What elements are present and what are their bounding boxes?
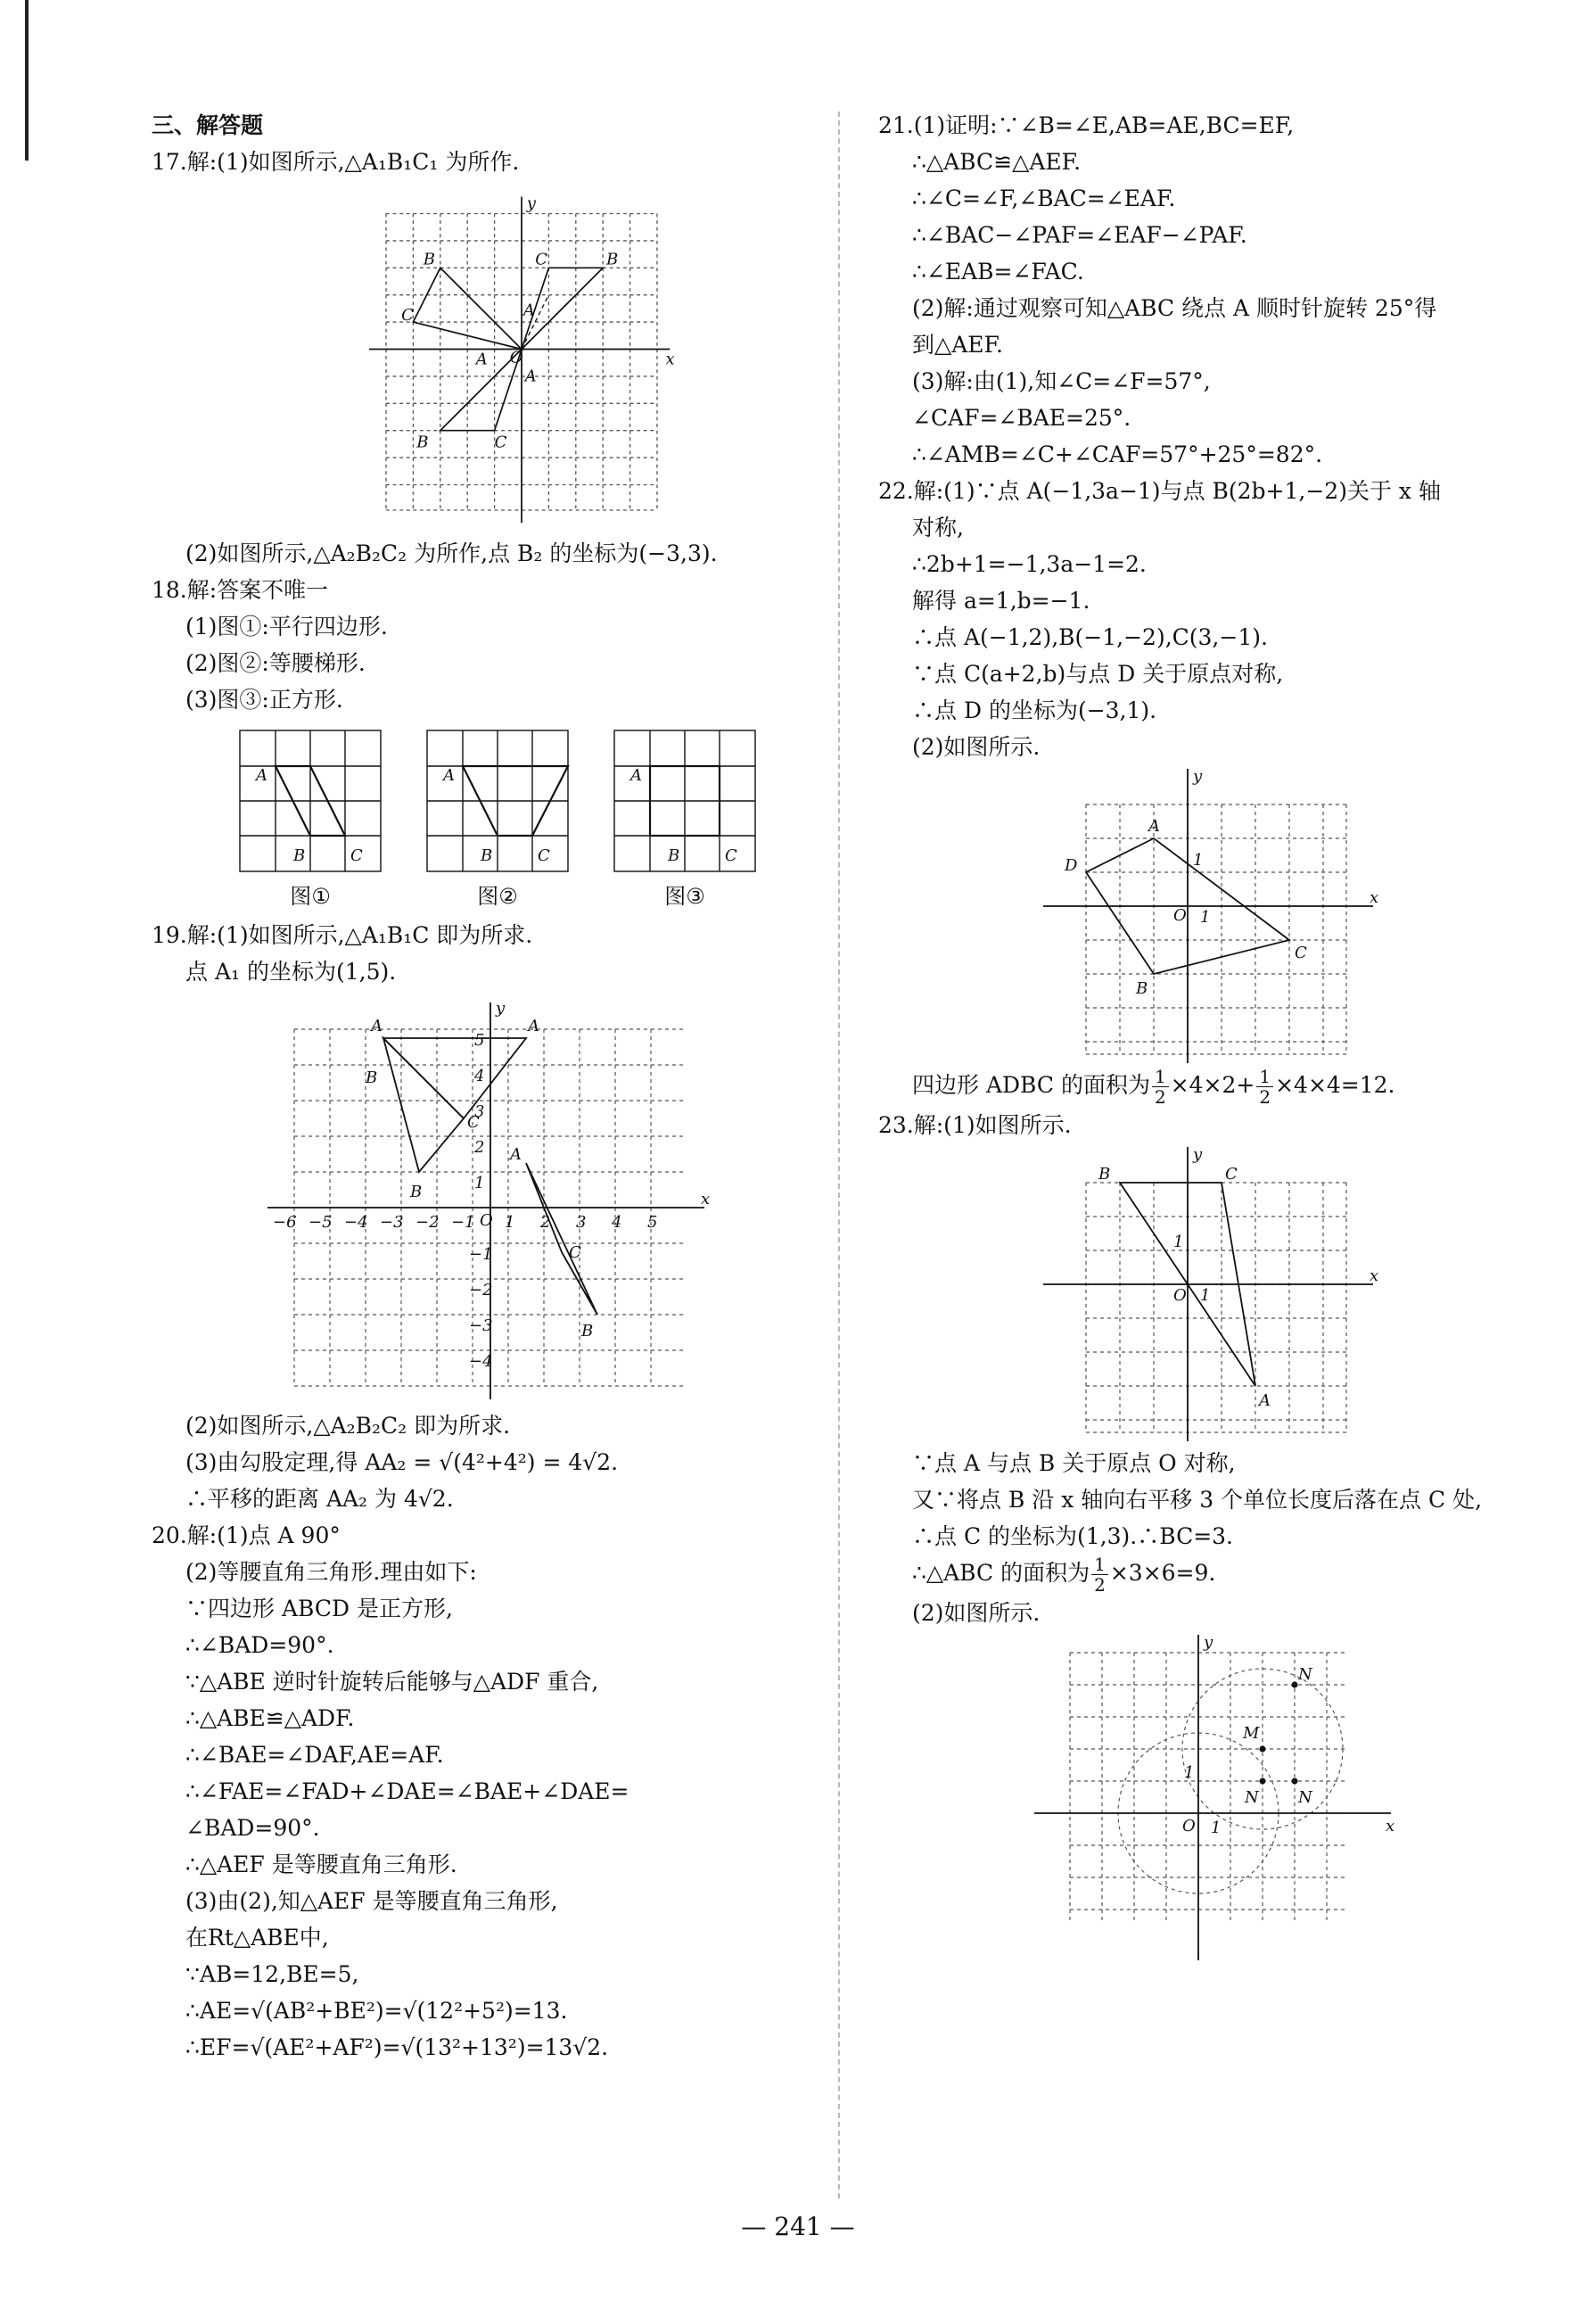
- svg-text:B: B: [606, 250, 619, 269]
- q18-fig2: [424, 727, 572, 910]
- svg-text:−3: −3: [380, 1213, 404, 1232]
- q20-line15: ∴EF=√(AE²+AF²)=√(13²+13²)=13√2.: [185, 2034, 609, 2060]
- svg-text:x: x: [1370, 1266, 1379, 1285]
- column-divider: [838, 111, 840, 2198]
- right-column: [878, 107, 1538, 1968]
- svg-text:C: C: [535, 250, 547, 269]
- svg-text:M: M: [1243, 1724, 1260, 1743]
- q23-line2: ∵点 A 与点 B 关于原点 O 对称,: [912, 1450, 1236, 1476]
- svg-text:2: 2: [474, 1138, 485, 1157]
- svg-text:B: B: [1136, 979, 1148, 998]
- q17-figure: [152, 184, 811, 532]
- q17-line1: 17.解:(1)如图所示,△A₁B₁C₁ 为所作.: [152, 149, 520, 175]
- q20-line14: ∴AE=√(AB²+BE²)=√(12²+5²)=13.: [185, 1998, 568, 2024]
- q23-circle-svg: [1034, 1635, 1409, 1965]
- q23-area-line: [878, 1555, 1538, 1595]
- q23-figure2: [878, 1635, 1538, 1965]
- svg-text:O: O: [480, 1211, 493, 1230]
- svg-text:−2: −2: [469, 1281, 493, 1299]
- svg-text:1: 1: [1200, 908, 1211, 927]
- svg-text:−6: −6: [273, 1213, 297, 1232]
- svg-text:B: B: [293, 846, 306, 865]
- q17-line2: (2)如图所示,△A₂B₂C₂ 为所作,点 B₂ 的坐标为(−3,3).: [185, 540, 718, 566]
- q22-grid-svg: [1043, 769, 1400, 1063]
- svg-text:B: B: [410, 1183, 423, 1201]
- q23-area-b: ×3×6=9.: [1109, 1560, 1216, 1586]
- q22-area-b: ×4×2+: [1170, 1072, 1255, 1098]
- svg-text:1: 1: [1173, 1233, 1184, 1251]
- svg-text:B: B: [423, 250, 436, 269]
- q21-line2: ∴△ABC≌△AEF.: [912, 149, 1082, 175]
- q23-half-den: 2: [1094, 1574, 1106, 1596]
- left-column: [152, 107, 811, 2066]
- svg-text:B: B: [481, 846, 493, 865]
- q21-line9: ∠CAF=∠BAE=25°.: [912, 405, 1131, 431]
- svg-text:3: 3: [474, 1102, 485, 1121]
- svg-text:−3: −3: [469, 1316, 493, 1335]
- svg-text:B: B: [668, 846, 680, 865]
- svg-text:A: A: [1148, 817, 1160, 836]
- svg-text:−1: −1: [469, 1245, 493, 1264]
- svg-text:x: x: [1386, 1817, 1395, 1835]
- svg-text:1: 1: [505, 1213, 515, 1232]
- section-title: 三、解答题: [152, 112, 264, 138]
- svg-text:C: C: [1295, 944, 1307, 962]
- q20-line11: (3)由(2),知△AEF 是等腰直角三角形,: [185, 1888, 558, 1914]
- q22-line8: (2)如图所示.: [912, 734, 1041, 760]
- q23-line1: 23.解:(1)如图所示.: [878, 1112, 1072, 1138]
- svg-text:N: N: [1298, 1788, 1312, 1807]
- svg-text:y: y: [526, 194, 536, 213]
- q22-line5: ∴点 A(−1,2),B(−1,−2),C(3,−1).: [912, 624, 1268, 650]
- q20-line1: 20.解:(1)点 A 90°: [152, 1522, 341, 1548]
- svg-text:C: C: [401, 306, 414, 326]
- q20-line6: ∴△ABE≌△ADF.: [185, 1705, 355, 1731]
- q22-half-fraction-1: [1152, 1067, 1169, 1107]
- q22-half-num-1: 1: [1152, 1067, 1169, 1087]
- svg-text:A: A: [522, 301, 535, 320]
- q18-line3: (2)图②:等腰梯形.: [185, 650, 366, 676]
- svg-text:C: C: [538, 846, 550, 865]
- svg-text:3: 3: [576, 1213, 587, 1232]
- svg-text:N: N: [1245, 1788, 1259, 1807]
- svg-text:A: A: [256, 766, 267, 785]
- q17-grid-svg: [352, 184, 691, 532]
- svg-text:−4: −4: [469, 1352, 493, 1371]
- q22-area-line: [878, 1067, 1538, 1107]
- svg-text:y: y: [1193, 769, 1203, 786]
- q19-grid-svg: [267, 994, 713, 1404]
- svg-text:A: A: [528, 1017, 539, 1035]
- q22-area-c: ×4×4=12.: [1275, 1072, 1395, 1098]
- q20-line10: ∴△AEF 是等腰直角三角形.: [185, 1852, 457, 1877]
- svg-text:C: C: [725, 846, 737, 865]
- svg-text:A: A: [371, 1017, 383, 1035]
- q22-line1: 22.解:(1)∵点 A(−1,3a−1)与点 B(2b+1,−2)关于 x 轴: [878, 478, 1441, 504]
- svg-text:y: y: [496, 999, 506, 1018]
- svg-text:1: 1: [1200, 1286, 1211, 1305]
- svg-text:4: 4: [612, 1213, 622, 1232]
- svg-text:A: A: [510, 1145, 522, 1164]
- svg-text:x: x: [1370, 888, 1379, 907]
- svg-text:A: A: [475, 350, 488, 369]
- q23-half-fraction: [1091, 1555, 1108, 1595]
- svg-text:B: B: [581, 1322, 594, 1340]
- svg-text:A: A: [630, 766, 642, 785]
- svg-text:5: 5: [647, 1213, 658, 1232]
- svg-text:A: A: [524, 367, 537, 386]
- q18-line1: 18.解:答案不唯一: [152, 577, 329, 603]
- q21-line5: ∴∠EAB=∠FAC.: [912, 259, 1084, 285]
- q21-line10: ∴∠AMB=∠C+∠CAF=57°+25°=82°.: [912, 441, 1323, 467]
- q19-figure: [152, 994, 811, 1404]
- svg-text:N: N: [1298, 1665, 1312, 1684]
- svg-text:D: D: [1065, 856, 1078, 875]
- svg-text:C: C: [467, 1113, 480, 1132]
- q19-line4: (3)由勾股定理,得 AA₂ = √(4²+4²) = 4√2.: [185, 1449, 619, 1475]
- q23-figure: [878, 1147, 1538, 1441]
- svg-text:B: B: [366, 1068, 378, 1087]
- svg-text:C: C: [494, 433, 507, 452]
- q21-line4: ∴∠BAC−∠PAF=∠EAF−∠PAF.: [912, 222, 1247, 248]
- q19-line3: (2)如图所示,△A₂B₂C₂ 即为所求.: [185, 1413, 511, 1439]
- page-number: — 241 —: [741, 2212, 855, 2241]
- svg-text:−1: −1: [451, 1213, 475, 1232]
- svg-text:−5: −5: [309, 1213, 333, 1232]
- svg-text:A: A: [1259, 1391, 1271, 1410]
- q23-line6: (2)如图所示.: [912, 1600, 1041, 1626]
- q19-line1: 19.解:(1)如图所示,△A₁B₁C 即为所求.: [152, 922, 533, 948]
- svg-text:5: 5: [474, 1031, 485, 1050]
- q22-line3: ∴2b+1=−1,3a−1=2.: [912, 551, 1147, 577]
- svg-text:1: 1: [1211, 1819, 1222, 1837]
- svg-text:O: O: [1173, 906, 1187, 925]
- q18-fig3: [611, 727, 759, 910]
- q21-line8: (3)解:由(1),知∠C=∠F=57°,: [912, 368, 1211, 394]
- q22-half-den-1: 2: [1154, 1086, 1166, 1108]
- svg-text:−4: −4: [344, 1213, 368, 1232]
- q18-caption3: 图③: [664, 884, 705, 909]
- q20-line8: ∴∠FAE=∠FAD+∠DAE=∠BAE+∠DAE=: [185, 1778, 629, 1804]
- svg-text:C: C: [350, 846, 363, 865]
- q20-line4: ∴∠BAD=90°.: [185, 1632, 334, 1658]
- q21-line3: ∴∠C=∠F,∠BAC=∠EAF.: [912, 186, 1176, 211]
- q22-half-fraction-2: [1256, 1067, 1273, 1107]
- q23-line4: ∴点 C 的坐标为(1,3).∴BC=3.: [912, 1523, 1233, 1549]
- q20-line5: ∵△ABE 逆时针旋转后能够与△ADF 重合,: [185, 1669, 599, 1695]
- q18-figures: [152, 727, 811, 910]
- q21-line1: 21.(1)证明:∵∠B=∠E,AB=AE,BC=EF,: [878, 112, 1295, 138]
- q22-area-a: 四边形 ADBC 的面积为: [912, 1072, 1150, 1098]
- q22-line7: ∴点 D 的坐标为(−3,1).: [912, 697, 1157, 723]
- q22-figure: [878, 769, 1538, 1063]
- q18-fig1: [236, 727, 384, 910]
- svg-text:O: O: [509, 348, 523, 367]
- q18-line2: (1)图①:平行四边形.: [185, 614, 388, 639]
- svg-text:−2: −2: [415, 1213, 440, 1232]
- svg-text:x: x: [665, 350, 675, 369]
- svg-text:1: 1: [1184, 1763, 1195, 1782]
- q21-line6: (2)解:通过观察可知△ABC 绕点 A 顺时针旋转 25°得: [912, 295, 1437, 321]
- svg-text:4: 4: [474, 1067, 485, 1085]
- q23-area-a: ∴△ABC 的面积为: [912, 1560, 1090, 1586]
- page-edge-mark: [25, 0, 29, 161]
- q20-line3: ∵四边形 ABCD 是正方形,: [185, 1596, 453, 1621]
- svg-text:B: B: [1098, 1165, 1111, 1184]
- q21-line7: 到△AEF.: [912, 332, 1003, 358]
- q20-line13: ∵AB=12,BE=5,: [185, 1961, 359, 1987]
- q20-line7: ∴∠BAE=∠DAF,AE=AF.: [185, 1742, 444, 1768]
- svg-text:O: O: [1173, 1286, 1187, 1305]
- q18-caption2: 图②: [477, 884, 518, 909]
- svg-text:1: 1: [474, 1174, 485, 1192]
- svg-text:C: C: [569, 1243, 581, 1262]
- svg-text:B: B: [416, 433, 429, 452]
- q22-half-den-2: 2: [1259, 1086, 1271, 1108]
- svg-text:y: y: [1193, 1147, 1203, 1164]
- q22-line6: ∵点 C(a+2,b)与点 D 关于原点对称,: [912, 661, 1284, 687]
- q18-line4: (3)图③:正方形.: [185, 687, 343, 713]
- svg-text:1: 1: [1193, 851, 1204, 870]
- q19-line2: 点 A₁ 的坐标为(1,5).: [185, 959, 397, 985]
- q20-line12: 在Rt△ABE中,: [185, 1925, 329, 1951]
- q22-line4: 解得 a=1,b=−1.: [912, 588, 1090, 614]
- q20-line2: (2)等腰直角三角形.理由如下:: [185, 1559, 477, 1585]
- q18-caption1: 图①: [290, 884, 331, 909]
- svg-text:y: y: [1204, 1635, 1213, 1652]
- q19-line5: ∴平移的距离 AA₂ 为 4√2.: [185, 1486, 454, 1512]
- svg-text:C: C: [1225, 1165, 1238, 1184]
- q23-line3: 又∵将点 B 沿 x 轴向右平移 3 个单位长度后落在点 C 处,: [912, 1487, 1483, 1513]
- q22-line2: 对称,: [912, 515, 964, 540]
- q22-half-num-2: 1: [1256, 1067, 1273, 1087]
- svg-text:2: 2: [540, 1213, 551, 1232]
- svg-text:O: O: [1182, 1817, 1196, 1835]
- q23-half-num: 1: [1091, 1555, 1108, 1575]
- svg-text:x: x: [701, 1190, 711, 1208]
- q23-grid-svg: [1043, 1147, 1400, 1441]
- q20-line9: ∠BAD=90°.: [185, 1815, 320, 1841]
- svg-text:A: A: [443, 766, 455, 785]
